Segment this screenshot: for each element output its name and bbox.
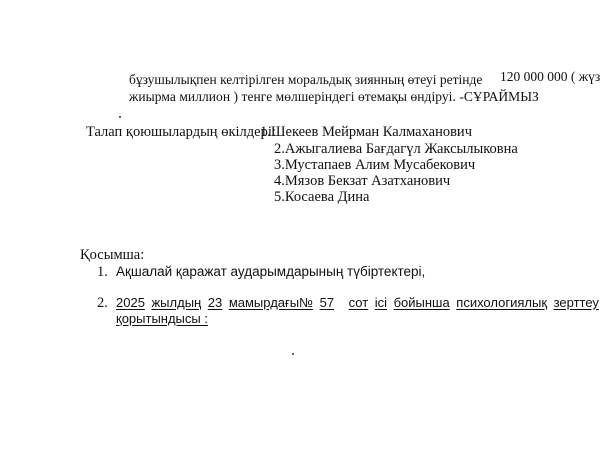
- appendix-item-2-word: бойынша: [393, 295, 450, 310]
- appendix-item-2-word: психологиялық: [456, 295, 548, 310]
- stray-dot: [292, 353, 294, 355]
- appendix-item-1-text: Ақшалай қаражат аударымдарының түбіртектері,: [116, 264, 426, 279]
- appendix-item-2-word: жылдың: [151, 295, 202, 310]
- appendix-item-2-number: 2.: [97, 295, 108, 311]
- representative-name-5: 5.Косаева Дина: [274, 189, 370, 205]
- representatives-label: Талап қоюшылардың өкілдері:: [86, 124, 276, 140]
- appendix-item-2-text-line-2: қорытындысы :: [116, 311, 208, 326]
- representative-name-4: 4.Мязов Бекзат Азатханович: [274, 173, 451, 189]
- representative-name-1: 1.Шекеев Мейрман Калмаханович: [260, 124, 472, 140]
- appendix-item-1-number: 1.: [97, 264, 108, 280]
- stray-dot: [119, 116, 121, 118]
- claim-text-line-2: жиырма миллион ) тенге мөлшеріндегі өтемақы өндіруі. -СҰРАЙМЫЗ: [129, 89, 539, 104]
- appendix-item-2-word: 2025: [116, 295, 145, 310]
- appendix-item-2-word: ісі: [374, 295, 388, 310]
- claim-amount: 120 000 000 ( жүз: [500, 69, 601, 84]
- appendix-title: Қосымша:: [80, 247, 145, 263]
- appendix-item-2-text-line-1: [116, 296, 599, 309]
- representative-name-2: 2.Ажыгалиева Бағдагүл Жаксылыковна: [274, 141, 518, 157]
- representative-name-3: 3.Мустапаев Алим Мусабекович: [274, 157, 476, 173]
- appendix-item-2-word: сот: [348, 295, 369, 310]
- appendix-item-2-word: 57: [319, 295, 335, 310]
- appendix-item-2-word: зерттеу: [553, 295, 599, 310]
- appendix-item-2-word: 23: [207, 295, 223, 310]
- claim-text-line-1: бұзушылықпен келтірілген моральдық зиянның өтеуі ретінде: [129, 72, 483, 87]
- appendix-item-2-word: мамырдағы№: [228, 295, 314, 310]
